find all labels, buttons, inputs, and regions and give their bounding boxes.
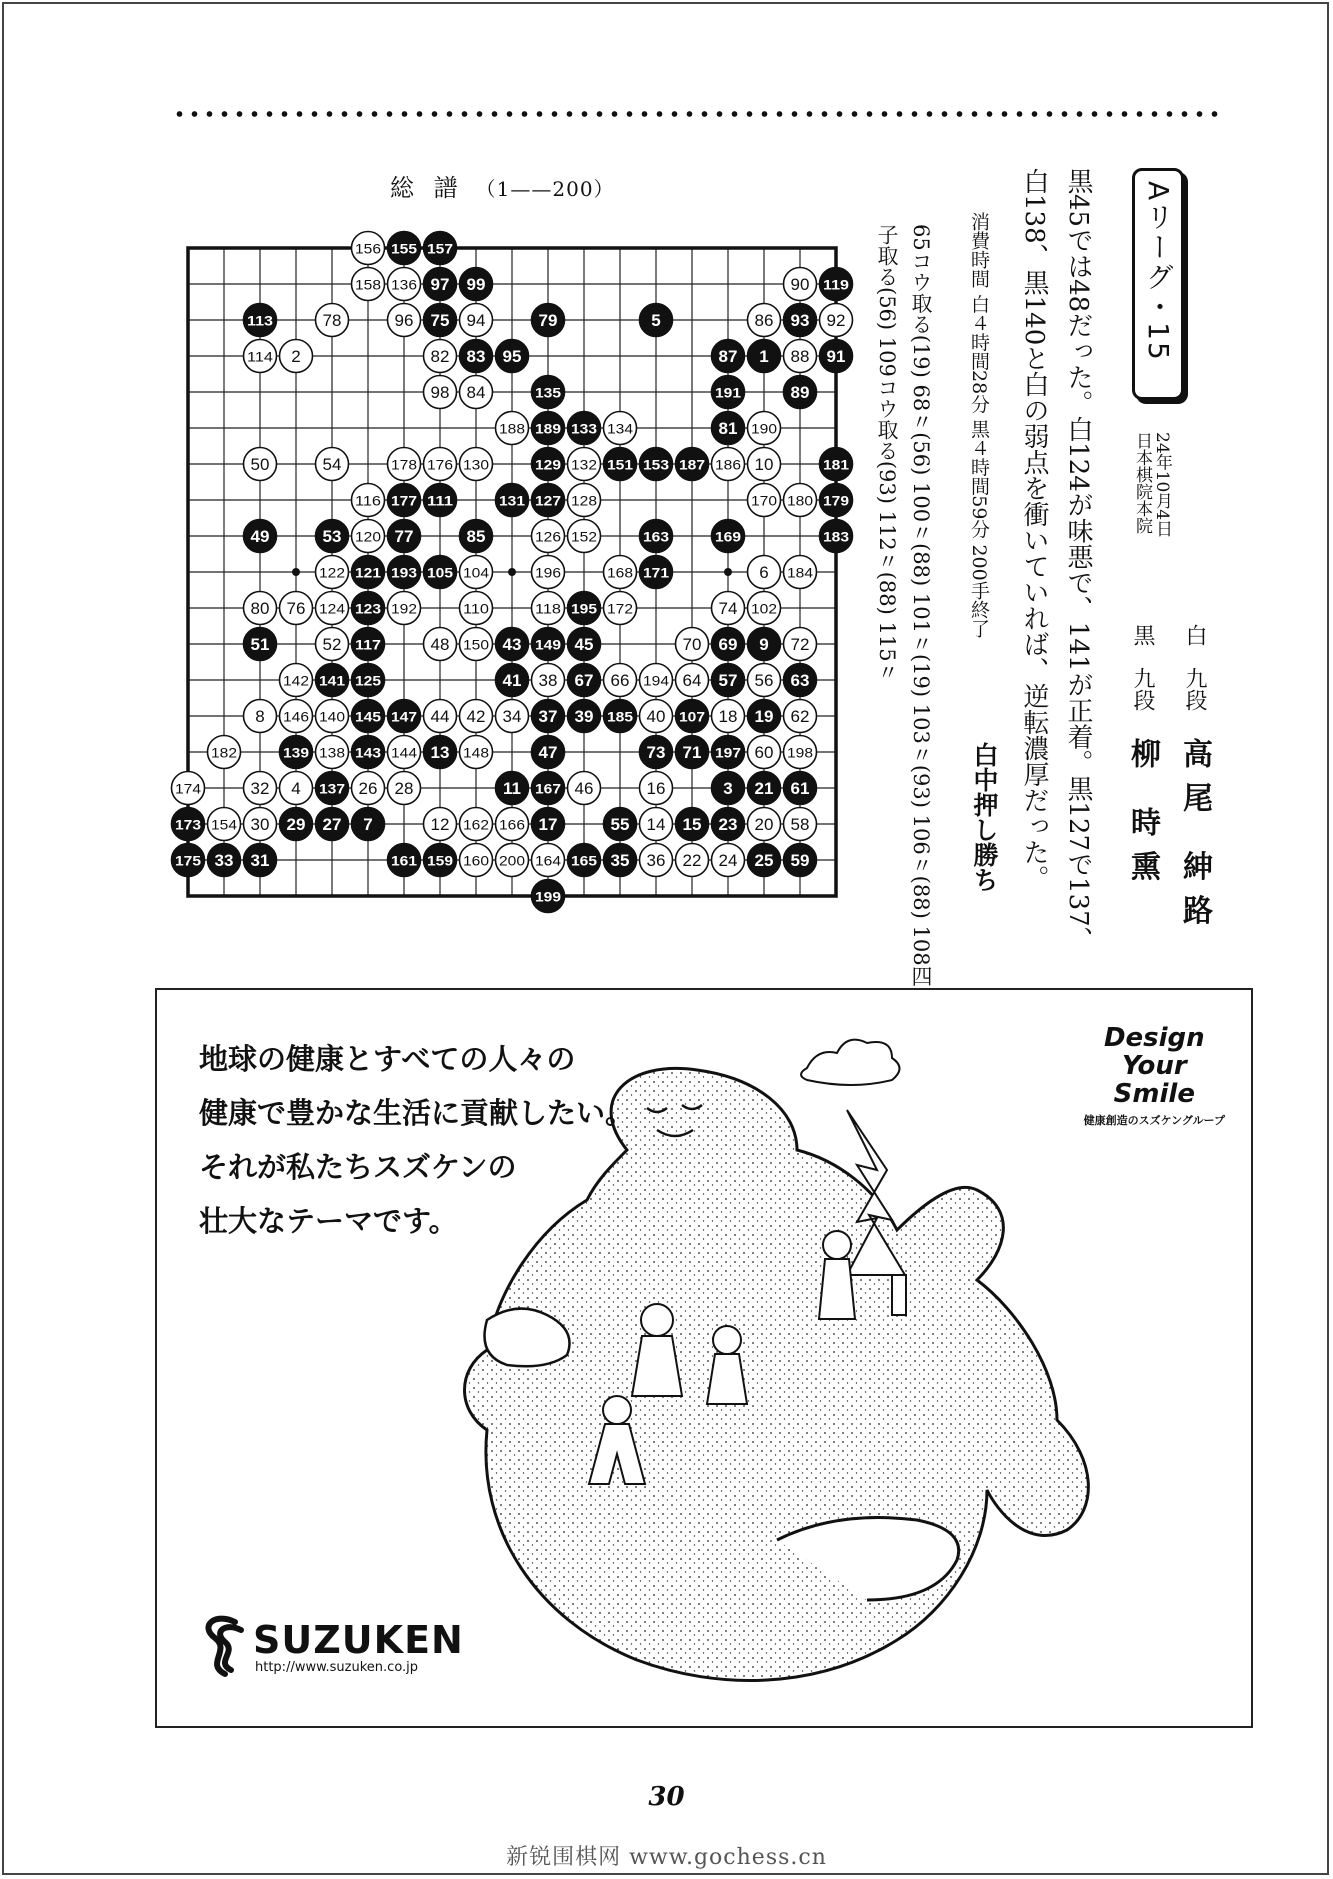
move-number: 71 xyxy=(682,743,702,762)
move-number: 35 xyxy=(610,851,630,870)
move-number: 128 xyxy=(571,492,598,509)
move-number: 125 xyxy=(355,672,382,689)
move-number: 97 xyxy=(430,275,450,294)
black-player xyxy=(1120,624,1164,895)
move-number: 3 xyxy=(723,779,733,798)
move-number: 119 xyxy=(823,276,850,293)
move-number: 172 xyxy=(607,600,634,617)
move-number: 4 xyxy=(291,779,301,798)
design-your-smile-logo xyxy=(1084,1024,1225,1128)
suzuken-advertisement xyxy=(155,988,1253,1728)
move-number: 10 xyxy=(754,455,774,474)
move-number: 88 xyxy=(790,347,810,366)
brand-name: SUZUKEN xyxy=(253,1617,464,1662)
commentary-line-2: 白138、黒140と白の弱点を衝いていれば、逆転濃厚だった。 xyxy=(1019,168,1049,892)
ad-copy xyxy=(199,1032,634,1248)
move-number: 173 xyxy=(175,816,202,833)
move-number: 184 xyxy=(787,564,814,581)
move-number: 60 xyxy=(754,743,774,762)
move-number: 174 xyxy=(175,780,202,797)
move-number: 9 xyxy=(759,635,769,654)
move-number: 177 xyxy=(391,492,418,509)
move-number: 26 xyxy=(358,779,378,798)
move-number: 30 xyxy=(250,815,270,834)
move-number: 132 xyxy=(571,456,598,473)
move-number: 111 xyxy=(427,492,454,509)
move-number: 61 xyxy=(790,779,810,798)
move-number: 180 xyxy=(787,492,814,509)
move-number: 152 xyxy=(571,528,598,545)
move-number: 146 xyxy=(283,708,310,725)
move-number: 176 xyxy=(427,456,454,473)
move-number: 145 xyxy=(355,708,382,725)
move-number: 107 xyxy=(679,708,706,725)
move-number: 185 xyxy=(607,708,634,725)
move-number: 150 xyxy=(463,636,490,653)
game-result: 白中押し勝ち xyxy=(970,742,999,892)
move-number: 155 xyxy=(391,240,418,257)
move-number: 187 xyxy=(679,456,706,473)
move-number: 56 xyxy=(754,671,774,690)
move-number: 17 xyxy=(538,815,558,834)
suzuken-brand xyxy=(195,1612,464,1682)
black-rank: 九段 xyxy=(1130,667,1155,712)
move-number: 124 xyxy=(319,600,346,617)
move-number: 34 xyxy=(502,707,522,726)
dotted-separator xyxy=(172,110,1222,118)
move-number: 33 xyxy=(214,851,234,870)
move-number: 46 xyxy=(574,779,594,798)
move-number: 140 xyxy=(319,708,346,725)
move-number: 31 xyxy=(250,851,270,870)
move-number: 79 xyxy=(538,311,558,330)
slogan-sub: 健康創造のスズケングループ xyxy=(1083,1114,1225,1127)
move-number: 113 xyxy=(247,312,274,329)
move-number: 91 xyxy=(826,347,846,366)
move-number: 137 xyxy=(319,780,346,797)
move-number: 94 xyxy=(466,311,486,330)
ad-copy-line-3: それが私たちスズケンの xyxy=(199,1150,517,1184)
move-number: 120 xyxy=(355,528,382,545)
move-number: 162 xyxy=(463,816,490,833)
move-number: 163 xyxy=(643,528,670,545)
commentary xyxy=(1012,168,1100,953)
move-number: 121 xyxy=(355,564,382,581)
move-number: 58 xyxy=(790,815,810,834)
move-number: 73 xyxy=(646,743,666,762)
move-number: 22 xyxy=(682,851,702,870)
date-venue xyxy=(1132,432,1172,592)
move-number: 138 xyxy=(319,744,346,761)
move-number: 118 xyxy=(535,600,562,617)
move-number: 57 xyxy=(718,671,738,690)
game-date: 24年10月4日 xyxy=(1152,432,1172,538)
move-number: 197 xyxy=(715,744,742,761)
move-number: 47 xyxy=(538,743,558,762)
move-number: 156 xyxy=(355,240,382,257)
move-number: 52 xyxy=(322,635,342,654)
move-number: 148 xyxy=(463,744,490,761)
move-number: 53 xyxy=(322,527,342,546)
move-number: 41 xyxy=(502,671,522,690)
ad-copy-line-2: 健康で豊かな生活に貢献したい。 xyxy=(199,1096,635,1130)
move-number: 149 xyxy=(535,636,562,653)
move-number: 126 xyxy=(535,528,562,545)
move-number: 168 xyxy=(607,564,634,581)
league-label-box xyxy=(1132,168,1184,400)
suzuken-logo-icon xyxy=(195,1612,247,1682)
move-number: 18 xyxy=(718,707,738,726)
move-number: 154 xyxy=(211,816,238,833)
move-number: 179 xyxy=(823,492,850,509)
move-number: 167 xyxy=(535,780,562,797)
move-number: 165 xyxy=(571,852,598,869)
move-number: 42 xyxy=(466,707,486,726)
move-number: 14 xyxy=(646,815,666,834)
white-side-label: 白 xyxy=(1182,624,1207,646)
move-number: 23 xyxy=(718,815,738,834)
move-number: 161 xyxy=(391,852,418,869)
move-number: 160 xyxy=(463,852,490,869)
move-number: 105 xyxy=(427,564,454,581)
move-number: 190 xyxy=(751,420,778,437)
commentary-line-1: 黒45では48だった。白124が味悪で、141が正着。黒127で137、 xyxy=(1063,168,1093,953)
move-number: 87 xyxy=(718,347,738,366)
move-number: 43 xyxy=(502,635,522,654)
move-number: 164 xyxy=(535,852,562,869)
move-number: 170 xyxy=(751,492,778,509)
move-number: 122 xyxy=(319,564,346,581)
site-watermark: 新锐围棋网 www.gochess.cn xyxy=(506,1845,827,1870)
move-number: 44 xyxy=(430,707,450,726)
move-number: 135 xyxy=(535,384,562,401)
ko-note-line-2: 子取る(56) 109コウ取る(93) 112〃(88) 115〃 xyxy=(875,224,899,683)
white-name: 高尾 紳路 xyxy=(1177,738,1212,939)
star-point xyxy=(508,568,516,576)
slogan-design: Design xyxy=(1103,1023,1205,1053)
move-number: 178 xyxy=(391,456,418,473)
brand-url[interactable]: http://www.suzuken.co.jp xyxy=(255,1659,419,1675)
move-number: 66 xyxy=(610,671,630,690)
move-number: 116 xyxy=(355,492,382,509)
move-number: 93 xyxy=(790,311,810,330)
move-number: 38 xyxy=(538,671,558,690)
move-number: 24 xyxy=(718,851,738,870)
move-number: 134 xyxy=(607,420,634,437)
move-number: 181 xyxy=(823,456,850,473)
move-number: 110 xyxy=(463,600,490,617)
move-number: 85 xyxy=(466,527,486,546)
move-number: 72 xyxy=(790,635,810,654)
move-number: 89 xyxy=(790,383,810,402)
move-number: 8 xyxy=(255,707,265,726)
move-number: 49 xyxy=(250,527,270,546)
move-number: 12 xyxy=(430,815,450,834)
move-number: 50 xyxy=(250,455,270,474)
move-number: 84 xyxy=(466,383,486,402)
black-side-label: 黒 xyxy=(1130,624,1155,646)
move-number: 139 xyxy=(283,744,310,761)
move-number: 147 xyxy=(391,708,418,725)
star-point xyxy=(292,568,300,576)
move-number: 194 xyxy=(643,672,670,689)
move-number: 188 xyxy=(499,420,526,437)
move-number: 40 xyxy=(646,707,666,726)
move-number: 51 xyxy=(250,635,270,654)
ko-note-line-1: 65コウ取る(19) 68〃(56) 100〃(88) 101〃(19) 103〃(93) 106〃(88) 108四 xyxy=(909,224,933,987)
move-number: 141 xyxy=(319,672,346,689)
move-number: 182 xyxy=(211,744,238,761)
move-number: 158 xyxy=(355,276,382,293)
move-number: 114 xyxy=(247,348,274,365)
move-number: 67 xyxy=(574,671,594,690)
move-number: 15 xyxy=(682,815,702,834)
move-number: 143 xyxy=(355,744,382,761)
kifu-title-text: 総 譜 xyxy=(390,174,464,202)
move-number: 1 xyxy=(759,347,769,366)
kifu-range: （1——200） xyxy=(475,177,615,201)
move-number: 123 xyxy=(355,600,382,617)
move-number: 199 xyxy=(535,888,562,905)
go-board xyxy=(160,220,860,920)
move-number: 20 xyxy=(754,815,774,834)
black-name: 柳 時熏 xyxy=(1125,738,1160,895)
move-number: 76 xyxy=(286,599,306,618)
move-number: 82 xyxy=(430,347,450,366)
move-number: 75 xyxy=(430,311,450,330)
ad-copy-line-1: 地球の健康とすべての人々の xyxy=(199,1042,576,1076)
move-number: 159 xyxy=(427,852,454,869)
move-number: 117 xyxy=(355,636,382,653)
move-number: 77 xyxy=(394,527,414,546)
move-number: 189 xyxy=(535,420,562,437)
move-number: 169 xyxy=(715,528,742,545)
move-number: 130 xyxy=(463,456,490,473)
time-used: 消費時間 白４時間28分 黒４時間59分 200手終了 xyxy=(968,212,990,638)
slogan-your: Your xyxy=(1121,1051,1187,1081)
move-number: 59 xyxy=(790,851,810,870)
move-number: 45 xyxy=(574,635,594,654)
slogan-smile: Smile xyxy=(1113,1079,1195,1109)
move-number: 48 xyxy=(430,635,450,654)
ko-notes xyxy=(870,224,938,987)
move-number: 37 xyxy=(538,707,558,726)
move-number: 102 xyxy=(751,600,778,617)
move-number: 183 xyxy=(823,528,850,545)
move-number: 16 xyxy=(646,779,666,798)
move-number: 83 xyxy=(466,347,486,366)
move-number: 95 xyxy=(502,347,522,366)
move-number: 13 xyxy=(430,743,450,762)
move-number: 78 xyxy=(322,311,342,330)
move-number: 39 xyxy=(574,707,594,726)
ad-copy-line-4: 壮大なテーマです。 xyxy=(199,1204,458,1238)
move-number: 104 xyxy=(463,564,490,581)
page-number: 30 xyxy=(648,1782,685,1812)
move-number: 195 xyxy=(571,600,598,617)
move-number: 28 xyxy=(394,779,414,798)
move-number: 25 xyxy=(754,851,774,870)
move-number: 151 xyxy=(607,456,634,473)
move-number: 96 xyxy=(394,311,414,330)
move-number: 166 xyxy=(499,816,526,833)
move-number: 86 xyxy=(754,311,774,330)
move-number: 157 xyxy=(427,240,454,257)
move-number: 19 xyxy=(754,707,774,726)
move-number: 191 xyxy=(715,384,742,401)
game-venue: 日本棋院本院 xyxy=(1132,432,1152,534)
move-number: 131 xyxy=(499,492,526,509)
move-number: 64 xyxy=(682,671,702,690)
move-number: 142 xyxy=(283,672,310,689)
move-number: 153 xyxy=(643,456,670,473)
move-number: 81 xyxy=(718,419,738,438)
move-number: 32 xyxy=(250,779,270,798)
move-number: 136 xyxy=(391,276,418,293)
white-rank: 九段 xyxy=(1182,667,1207,712)
move-number: 92 xyxy=(826,311,846,330)
move-number: 63 xyxy=(790,671,810,690)
move-number: 55 xyxy=(610,815,630,834)
move-number: 186 xyxy=(715,456,742,473)
move-number: 171 xyxy=(643,564,670,581)
move-number: 198 xyxy=(787,744,814,761)
move-number: 90 xyxy=(790,275,810,294)
move-number: 5 xyxy=(651,311,661,330)
move-number: 175 xyxy=(175,852,202,869)
move-number: 133 xyxy=(571,420,598,437)
move-number: 193 xyxy=(391,564,418,581)
league-label: Aリーグ・15 xyxy=(1142,181,1175,362)
move-number: 36 xyxy=(646,851,666,870)
move-number: 129 xyxy=(535,456,562,473)
move-number: 6 xyxy=(759,563,769,582)
star-point xyxy=(724,568,732,576)
move-number: 62 xyxy=(790,707,810,726)
move-number: 144 xyxy=(391,744,418,761)
move-number: 2 xyxy=(291,347,301,366)
move-number: 21 xyxy=(754,779,774,798)
white-player xyxy=(1172,624,1216,939)
move-number: 196 xyxy=(535,564,562,581)
move-number: 27 xyxy=(322,815,342,834)
move-number: 7 xyxy=(363,815,373,834)
move-number: 192 xyxy=(391,600,418,617)
move-number: 29 xyxy=(286,815,306,834)
move-number: 80 xyxy=(250,599,270,618)
move-number: 74 xyxy=(718,599,738,618)
move-number: 70 xyxy=(682,635,702,654)
move-number: 99 xyxy=(466,275,486,294)
move-number: 98 xyxy=(430,383,450,402)
move-number: 200 xyxy=(499,852,526,869)
kifu-title xyxy=(390,168,615,203)
move-number: 11 xyxy=(503,779,521,798)
move-number: 127 xyxy=(535,492,562,509)
move-number: 54 xyxy=(322,455,342,474)
move-number: 69 xyxy=(718,635,738,654)
